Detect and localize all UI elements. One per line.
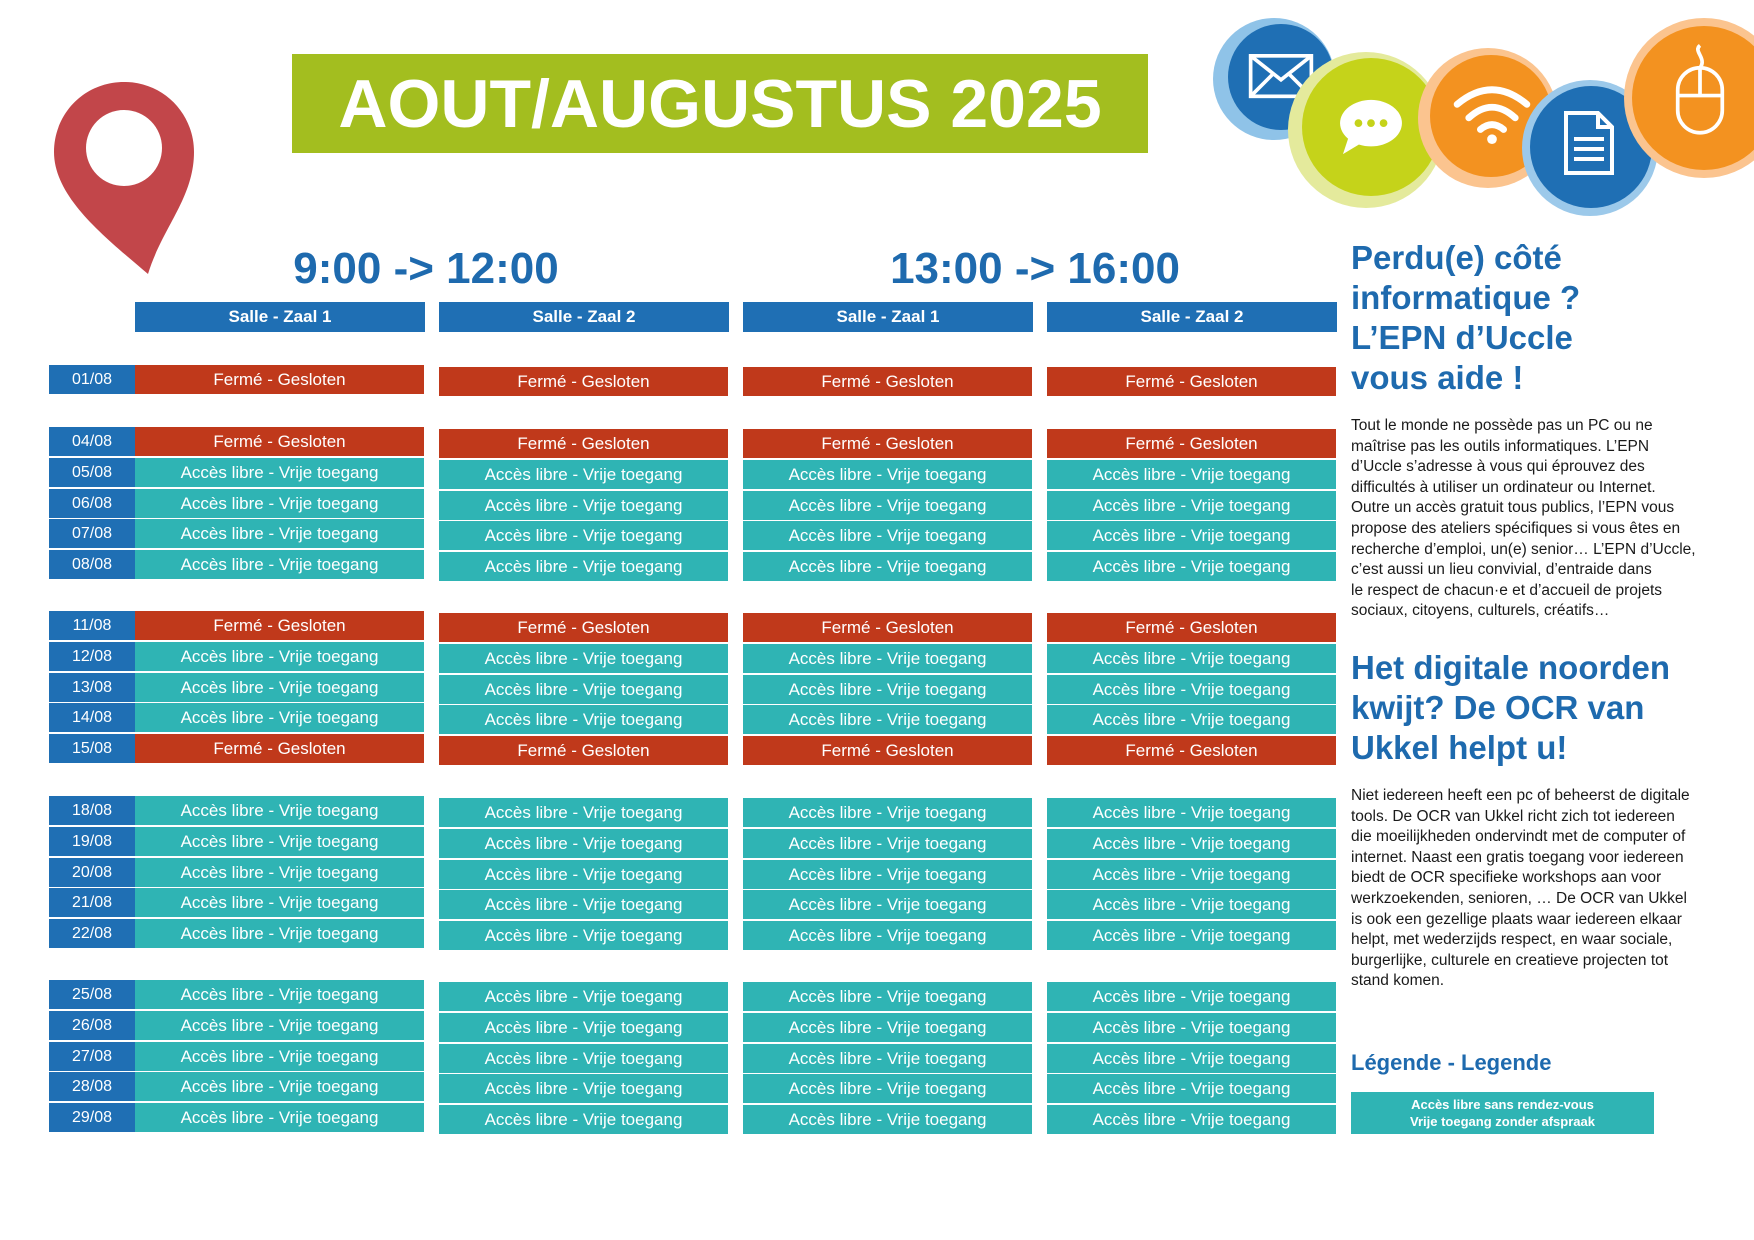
slot-closed: Fermé - Gesloten <box>135 427 424 456</box>
slot-open: Accès libre - Vrije toegang <box>1047 705 1336 734</box>
slot-closed: Fermé - Gesloten <box>1047 613 1336 642</box>
slot-open: Accès libre - Vrije toegang <box>135 796 424 825</box>
date-cell: 12/08 <box>49 642 135 671</box>
room-header: Salle - Zaal 2 <box>1047 302 1337 332</box>
slot-open: Accès libre - Vrije toegang <box>743 860 1032 889</box>
date-cell: 15/08 <box>49 734 135 763</box>
date-cell: 27/08 <box>49 1042 135 1071</box>
date-cell: 26/08 <box>49 1011 135 1040</box>
slot-open: Accès libre - Vrije toegang <box>439 921 728 950</box>
slot-open: Accès libre - Vrije toegang <box>1047 460 1336 489</box>
date-cell: 18/08 <box>49 796 135 825</box>
date-cell: 05/08 <box>49 458 135 487</box>
slot-open: Accès libre - Vrije toegang <box>743 798 1032 827</box>
slot-open: Accès libre - Vrije toegang <box>439 1105 728 1134</box>
slot-open: Accès libre - Vrije toegang <box>135 1011 424 1040</box>
slot-open: Accès libre - Vrije toegang <box>135 489 424 518</box>
slot-open: Accès libre - Vrije toegang <box>439 521 728 550</box>
slot-open: Accès libre - Vrije toegang <box>743 705 1032 734</box>
slot-open: Accès libre - Vrije toegang <box>135 1072 424 1101</box>
time-slot-morning: 9:00 -> 12:00 <box>293 244 559 293</box>
slot-closed: Fermé - Gesloten <box>439 367 728 396</box>
nl-description: Niet iedereen heeft een pc of beheerst de digitale tools. De OCR van Ukkel richt zich tot iedereen die moeilijkheden ondervindt met de computer of internet. Naast een gratis toegang voor iedereen biedt de OCR specifieke workshops aan voor werkzoekenden, senioren, … De OCR van Ukkel is ook een gezellige plaats waar iedereen elkaar helpt, met wederzijds respect, en waar sociale, burgerlijke, culturele en creatieve projecten tot stand komen. <box>1351 786 1690 990</box>
slot-open: Accès libre - Vrije toegang <box>135 550 424 579</box>
slot-open: Accès libre - Vrije toegang <box>1047 521 1336 550</box>
slot-closed: Fermé - Gesloten <box>1047 367 1336 396</box>
slot-open: Accès libre - Vrije toegang <box>1047 675 1336 704</box>
nl-heading: Het digitale noorden kwijt? De OCR van Ukkel helpt u! <box>1351 648 1671 766</box>
slot-open: Accès libre - Vrije toegang <box>743 982 1032 1011</box>
date-cell: 04/08 <box>49 427 135 456</box>
slot-closed: Fermé - Gesloten <box>135 611 424 640</box>
slot-open: Accès libre - Vrije toegang <box>1047 1013 1336 1042</box>
legend-line: Accès libre sans rendez-vous <box>1411 1097 1594 1112</box>
slot-open: Accès libre - Vrije toegang <box>135 888 424 917</box>
slot-open: Accès libre - Vrije toegang <box>743 491 1032 520</box>
legend-open-swatch <box>1351 1092 1654 1134</box>
slot-open: Accès libre - Vrije toegang <box>1047 1044 1336 1073</box>
slot-open: Accès libre - Vrije toegang <box>135 1103 424 1132</box>
slot-open: Accès libre - Vrije toegang <box>743 1105 1032 1134</box>
slot-open: Accès libre - Vrije toegang <box>439 552 728 581</box>
date-cell: 21/08 <box>49 888 135 917</box>
slot-closed: Fermé - Gesloten <box>1047 429 1336 458</box>
slot-open: Accès libre - Vrije toegang <box>439 1044 728 1073</box>
slot-open: Accès libre - Vrije toegang <box>1047 1105 1336 1134</box>
slot-closed: Fermé - Gesloten <box>1047 736 1336 765</box>
slot-open: Accès libre - Vrije toegang <box>439 1013 728 1042</box>
slot-open: Accès libre - Vrije toegang <box>1047 491 1336 520</box>
slot-open: Accès libre - Vrije toegang <box>439 705 728 734</box>
slot-open: Accès libre - Vrije toegang <box>743 921 1032 950</box>
slot-open: Accès libre - Vrije toegang <box>743 1044 1032 1073</box>
slot-open: Accès libre - Vrije toegang <box>1047 1074 1336 1103</box>
slot-open: Accès libre - Vrije toegang <box>439 829 728 858</box>
room-header: Salle - Zaal 1 <box>135 302 425 332</box>
slot-closed: Fermé - Gesloten <box>439 429 728 458</box>
slot-closed: Fermé - Gesloten <box>743 429 1032 458</box>
slot-open: Accès libre - Vrije toegang <box>439 890 728 919</box>
slot-open: Accès libre - Vrije toegang <box>135 980 424 1009</box>
fr-description: Tout le monde ne possède pas un PC ou ne maîtrise pas les outils informatiques. L’EPN d’Uccle s’adresse à vous qui éprouvez des difficultés à utiliser un ordinateur ou Internet. Outre un accès gratuit tous publics, l’EPN vous propose des ateliers spécifiques si vous êtes en recherche d’emploi, un(e) senior… L’EPN d’Uccle, c’est aussi un lieu convivial, d’entraide dans le respect de chacun·e et d’accueil de projets sociaux, citoyens, culturels, créatifs… <box>1351 417 1696 620</box>
slot-open: Accès libre - Vrije toegang <box>439 675 728 704</box>
time-slot-afternoon: 13:00 -> 16:00 <box>890 244 1180 293</box>
date-cell: 06/08 <box>49 489 135 518</box>
slot-open: Accès libre - Vrije toegang <box>439 491 728 520</box>
slot-open: Accès libre - Vrije toegang <box>439 1074 728 1103</box>
slot-open: Accès libre - Vrije toegang <box>1047 552 1336 581</box>
slot-open: Accès libre - Vrije toegang <box>135 673 424 702</box>
slot-open: Accès libre - Vrije toegang <box>439 460 728 489</box>
date-cell: 11/08 <box>49 611 135 640</box>
date-cell: 29/08 <box>49 1103 135 1132</box>
slot-open: Accès libre - Vrije toegang <box>439 982 728 1011</box>
slot-open: Accès libre - Vrije toegang <box>743 890 1032 919</box>
slot-closed: Fermé - Gesloten <box>743 613 1032 642</box>
room-header: Salle - Zaal 1 <box>743 302 1033 332</box>
slot-open: Accès libre - Vrije toegang <box>135 703 424 732</box>
legend-line: Vrije toegang zonder afspraak <box>1410 1114 1595 1129</box>
page-title: AOUT/AUGUSTUS 2025 <box>292 54 1148 153</box>
date-cell: 07/08 <box>49 519 135 548</box>
slot-closed: Fermé - Gesloten <box>135 734 424 763</box>
legend-title: Légende - Legende <box>1351 1050 1552 1075</box>
slot-open: Accès libre - Vrije toegang <box>743 829 1032 858</box>
slot-closed: Fermé - Gesloten <box>743 736 1032 765</box>
slot-open: Accès libre - Vrije toegang <box>135 827 424 856</box>
date-cell: 14/08 <box>49 703 135 732</box>
slot-open: Accès libre - Vrije toegang <box>743 460 1032 489</box>
slot-open: Accès libre - Vrije toegang <box>135 458 424 487</box>
slot-open: Accès libre - Vrije toegang <box>743 675 1032 704</box>
slot-open: Accès libre - Vrije toegang <box>1047 829 1336 858</box>
slot-closed: Fermé - Gesloten <box>439 613 728 642</box>
slot-open: Accès libre - Vrije toegang <box>743 521 1032 550</box>
date-cell: 25/08 <box>49 980 135 1009</box>
date-cell: 13/08 <box>49 673 135 702</box>
slot-open: Accès libre - Vrije toegang <box>135 919 424 948</box>
slot-closed: Fermé - Gesloten <box>743 367 1032 396</box>
date-cell: 28/08 <box>49 1072 135 1101</box>
slot-closed: Fermé - Gesloten <box>135 365 424 394</box>
slot-open: Accès libre - Vrije toegang <box>1047 982 1336 1011</box>
slot-open: Accès libre - Vrije toegang <box>439 644 728 673</box>
date-cell: 20/08 <box>49 858 135 887</box>
slot-open: Accès libre - Vrije toegang <box>1047 860 1336 889</box>
slot-open: Accès libre - Vrije toegang <box>135 858 424 887</box>
slot-open: Accès libre - Vrije toegang <box>743 1013 1032 1042</box>
slot-open: Accès libre - Vrije toegang <box>1047 890 1336 919</box>
slot-open: Accès libre - Vrije toegang <box>743 644 1032 673</box>
date-cell: 08/08 <box>49 550 135 579</box>
fr-heading: Perdu(e) côté informatique ? L’EPN d’Uccle vous aide ! <box>1351 239 1581 396</box>
slot-open: Accès libre - Vrije toegang <box>439 798 728 827</box>
info-column <box>1351 238 1731 992</box>
slot-open: Accès libre - Vrije toegang <box>135 642 424 671</box>
room-header: Salle - Zaal 2 <box>439 302 729 332</box>
slot-open: Accès libre - Vrije toegang <box>439 860 728 889</box>
slot-open: Accès libre - Vrije toegang <box>1047 644 1336 673</box>
slot-closed: Fermé - Gesloten <box>439 736 728 765</box>
slot-open: Accès libre - Vrije toegang <box>743 1074 1032 1103</box>
date-cell: 01/08 <box>49 365 135 394</box>
slot-open: Accès libre - Vrije toegang <box>1047 921 1336 950</box>
slot-open: Accès libre - Vrije toegang <box>743 552 1032 581</box>
date-cell: 19/08 <box>49 827 135 856</box>
date-cell: 22/08 <box>49 919 135 948</box>
slot-open: Accès libre - Vrije toegang <box>1047 798 1336 827</box>
slot-open: Accès libre - Vrije toegang <box>135 1042 424 1071</box>
slot-open: Accès libre - Vrije toegang <box>135 519 424 548</box>
